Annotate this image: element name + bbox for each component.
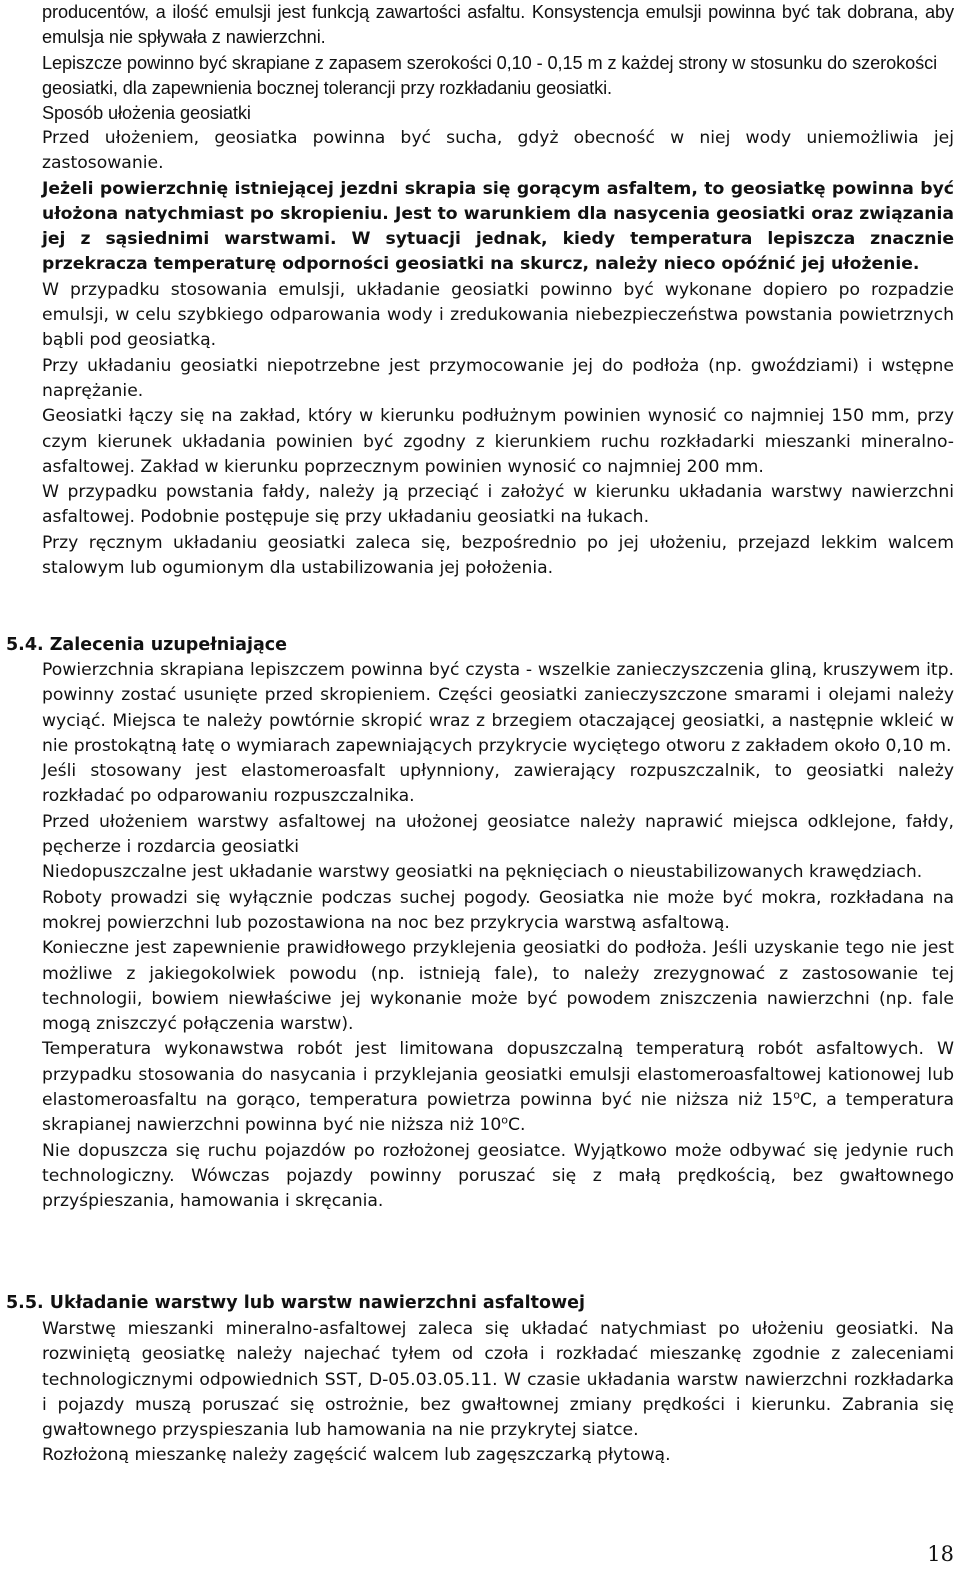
s54-paragraph-6: Konieczne jest zapewnienie prawidłowego przyklejenia geosiatki do podłoża. Jeśli uzyskanie tego nie jest możliwe z jakiegokolwiek powodu (np. istnieją fale), to należy zrezygnować z zastosowanie tej technologii, bowiem niewłaściwe jej wykonanie może być powodem zniszczenia nawierzchni (np. fale mogą zniszczyć połączenia warstw). (42, 938, 954, 1035)
s54-paragraph-5: Roboty prowadzi się wyłącznie podczas suchej pogody. Geosiatka nie może być mokra, rozkładana na mokrej powierzchni lub pozostawiona na noc bez przykrycia warstwą asfaltową. (42, 887, 954, 933)
s54-p7-part-c: C. (508, 1115, 526, 1136)
s54-paragraph-1: Powierzchnia skrapiana lepiszczem powinna być czysta - wszelkie zanieczyszczenia gliną, kruszywem itp. powinny zostać usunięte przed skropieniem. Części geosiatki zanieczyszczone smarami i olejami należy wyciąć. Miejsca te należy powtórnie skropić wraz z brzegiem otaczającej geosiatki, a następnie wkleić w nie prostokątną łatę o wymiarach zapewniających przykrycie wyciętego otworu z zakładem około 0,10 m. (42, 660, 954, 756)
section-5-4-block (42, 658, 954, 1215)
s54-paragraph-3: Przed ułożeniem warstwy asfaltowej na ułożonej geosiatce należy naprawić miejsca odklejone, fałdy, pęcherze i rozdarcia geosiatki (42, 811, 954, 858)
placing-paragraph-2-bold: Jeżeli powierzchnię istniejącej jezdni skrapia się gorącym asfaltem, to geosiatkę powinna być ułożona natychmiast po skropieniu. Jest to warunkiem dla nasycenia geosiatki oraz związania jej z sąsiednimi warstwami. W sytuacji jednak, kiedy temperatura lepiszcza znacznie przekracza temperaturę odporności geosiatki na skurcz, należy nieco opóźnić jej ułożenie. (42, 178, 954, 275)
s55-paragraph-1: Warstwę mieszanki mineralno-asfaltowej zaleca się układać natychmiast po ułożeniu geosiatki. Na rozwiniętą geosiatkę należy najechać tyłem od czoła i rozkładać mieszankę zgodnie z zaleceniami technologicznymi odpowiednich SST, D-05.03.05.11. W czasie układania warstw nawierzchni rozkładarka i pojazdy muszą poruszać się ostrożnie, bez gwałtownej zmiany prędkości i kierunku. Zabrania się gwałtownego przyspieszania lub hamowania na nie przykrytej siatce. (42, 1319, 954, 1441)
binder-width-paragraph: Lepiszcze powinno być skrapiane z zapasem szerokości 0,10 - 0,15 m z każdej strony w stosunku do szerokości geosiatki, dla zapewnienia bocznej tolerancji przy rozkładaniu geosiatki. (42, 52, 938, 98)
degree-sign: o (793, 1088, 800, 1102)
s54-paragraph-4: Niedopuszczalne jest układanie warstwy geosiatki na pęknięciach o nieustabilizowanych krawędziach. (42, 862, 923, 883)
s54-paragraph-7 (42, 1037, 954, 1138)
placing-paragraph-3: W przypadku stosowania emulsji, układanie geosiatki powinno być wykonane dopiero po rozpadzie emulsji, w celu szybkiego odparowania wody i zredukowania niebezpieczeństwa powstania powietrznych bąbli pod geosiatką. (42, 279, 954, 351)
intro-block (42, 0, 954, 126)
emulsion-consistency-paragraph: producentów, a ilość emulsji jest funkcją zawartości asfaltu. Konsystencja emulsji powinna być tak dobrana, aby emulsja nie spływała z nawierzchni. (42, 2, 954, 48)
placing-paragraph-4: Przy układaniu geosiatki niepotrzebne jest przymocowanie jej do podłoża (np. gwoździami) i wstępne naprężanie. (42, 355, 954, 401)
degree-sign: o (501, 1113, 508, 1127)
page-number: 18 (927, 1542, 954, 1566)
s54-paragraph-2: Jeśli stosowany jest elastomeroasfalt upłynniony, zawierający rozpuszczalnik, to geosiatki należy rozkładać po odparowaniu rozpuszczalnika. (42, 761, 954, 807)
placing-paragraph-1: Przed ułożeniem, geosiatka powinna być sucha, gdyż obecność w niej wody uniemożliwia jej zastosowanie. (42, 128, 954, 174)
s55-paragraph-2: Rozłożoną mieszankę należy zagęścić walcem lub zagęszczarką płytową. (42, 1445, 671, 1466)
section-5-5-heading: 5.5. Układanie warstwy lub warstw nawierzchni asfaltowej (6, 1293, 585, 1313)
placing-paragraph-7: Przy ręcznym układaniu geosiatki zaleca się, bezpośrednio po jej ułożeniu, przejazd lekkim walcem stalowym lub ogumionym dla ustabilizowania jej położenia. (42, 532, 954, 579)
placing-block (42, 126, 954, 581)
placing-paragraph-5: Geosiatki łączy się na zakład, który w kierunku podłużnym powinien wynosić co najmniej 150 mm, przy czym kierunek układania powinien być zgodny z kierunkiem ruchu rozkładarki mieszanki mineralno-asfaltowej. Zakład w kierunku poprzecznym powinien wynosić co najmniej 200 mm. (42, 406, 954, 477)
placing-paragraph-6: W przypadku powstania fałdy, należy ją przeciąć i założyć w kierunku układania warstwy nawierzchni asfaltowej. Podobnie postępuje się przy układaniu geosiatki na łukach. (42, 482, 954, 528)
section-5-5-block (42, 1317, 954, 1469)
section-5-4-heading: 5.4. Zalecenia uzupełniające (6, 635, 288, 655)
placing-subtitle: Sposób ułożenia geosiatki (42, 103, 251, 124)
s54-paragraph-8: Nie dopuszcza się ruchu pojazdów po rozłożonej geosiatce. Wyjątkowo może odbywać się jedynie ruch technologiczny. Wówczas pojazdy powinny poruszać się z małą prędkością, bez gwałtownego przyśpieszania, hamowania i skręcania. (42, 1140, 954, 1212)
s54-p7-part-a: Temperatura wykonawstwa robót jest limitowana dopuszczalną temperaturą robót asfaltowych. W przypadku stosowania do nasycania i przyklejania geosiatki emulsji elastomeroasfaltowej kationowej lub elastomeroasfaltu na gorąco, temperatura powietrza powinna być nie niższa niż 15 (42, 1039, 954, 1111)
s54-p7-part-b: C, a temperatura skrapianej nawierzchni powinna być nie niższa niż 10 (42, 1090, 954, 1136)
